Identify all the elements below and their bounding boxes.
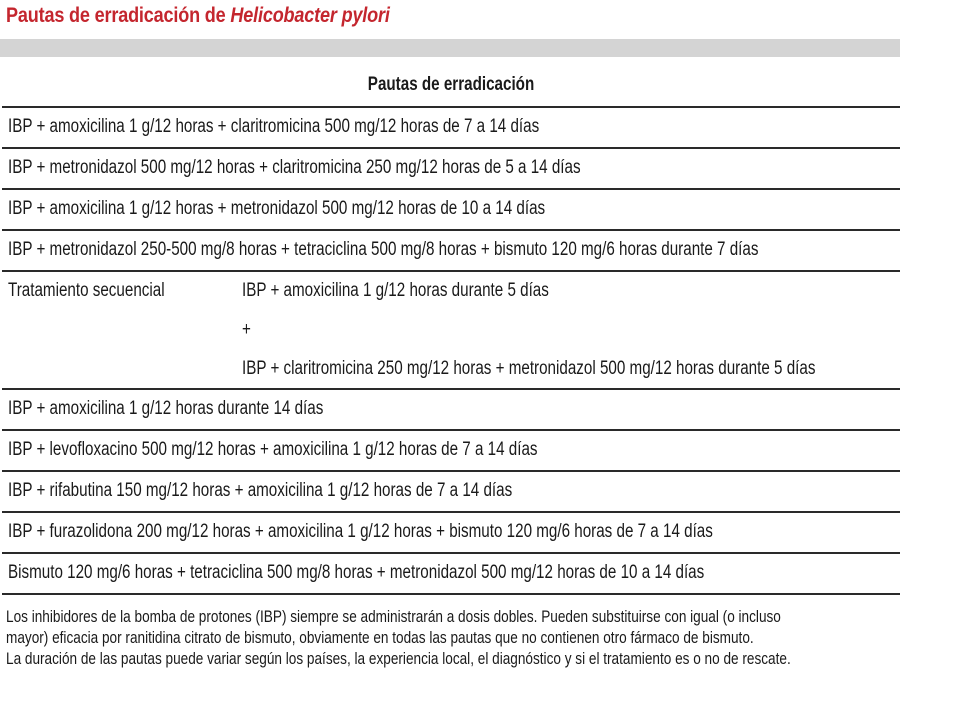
table-row: [2, 149, 900, 190]
row-text: IBP + rifabutina 150 mg/12 horas + amoxicilina 1 g/12 horas de 7 a 14 días: [8, 480, 513, 501]
footnote-line: mayor) eficacia por ranitidina citrato de bismuto, obviamente en todas las pautas que no contienen otro fármaco de bismuto.: [6, 628, 754, 647]
sequential-line-2: IBP + claritromicina 250 mg/12 horas + metronidazol 500 mg/12 horas durante 5 días: [242, 358, 816, 379]
footnote-line: La duración de las pautas puede variar según los países, la experiencia local, el diagnóstico y si el tratamiento es o no de rescate.: [6, 649, 791, 668]
row-text: IBP + furazolidona 200 mg/12 horas + amoxicilina 1 g/12 horas + bismuto 120 mg/6 horas de 7 a 14 días: [8, 521, 713, 542]
row-text: IBP + amoxicilina 1 g/12 horas durante 14 días: [8, 398, 324, 419]
title-band: [0, 39, 900, 57]
row-text: IBP + metronidazol 250-500 mg/8 horas + tetraciclina 500 mg/8 horas + bismuto 120 mg/6 horas durante 7 días: [8, 239, 759, 260]
table-row: [2, 513, 900, 554]
table-row: [2, 190, 900, 231]
row-text: Bismuto 120 mg/6 horas + tetraciclina 500 mg/8 horas + metronidazol 500 mg/12 horas de 10 a 14 días: [8, 562, 705, 583]
row-text: IBP + amoxicilina 1 g/12 horas + claritromicina 500 mg/12 horas de 7 a 14 días: [8, 116, 540, 137]
table-row: [2, 472, 900, 513]
regimens-table: [2, 62, 900, 595]
table-row: [2, 390, 900, 431]
table-row: [2, 554, 900, 595]
table-row: [2, 431, 900, 472]
page-title: [6, 4, 390, 28]
table-row: [2, 231, 900, 272]
table-header-label: Pautas de erradicación: [367, 74, 535, 95]
row-text: IBP + metronidazol 500 mg/12 horas + claritromicina 250 mg/12 horas de 5 a 14 días: [8, 157, 581, 178]
table-row: [2, 108, 900, 149]
footnote-line: Los inhibidores de la bomba de protones (IBP) siempre se administrarán a dosis dobles. Pueden substituirse con igual (o incluso: [6, 607, 781, 626]
footnote: [6, 606, 886, 669]
title-prefix: Pautas de erradicación de: [6, 4, 231, 27]
row-text: IBP + levofloxacino 500 mg/12 horas + amoxicilina 1 g/12 horas de 7 a 14 días: [8, 439, 538, 460]
sequential-line-1: IBP + amoxicilina 1 g/12 horas durante 5 días: [242, 280, 549, 301]
sequential-plus: +: [242, 319, 251, 340]
table-header: [2, 62, 900, 108]
row-text: IBP + amoxicilina 1 g/12 horas + metronidazol 500 mg/12 horas de 10 a 14 días: [8, 198, 546, 219]
title-species: Helicobacter pylori: [230, 4, 390, 27]
sequential-label: Tratamiento secuencial: [8, 280, 165, 301]
sequential-treatment-row: [2, 272, 900, 390]
